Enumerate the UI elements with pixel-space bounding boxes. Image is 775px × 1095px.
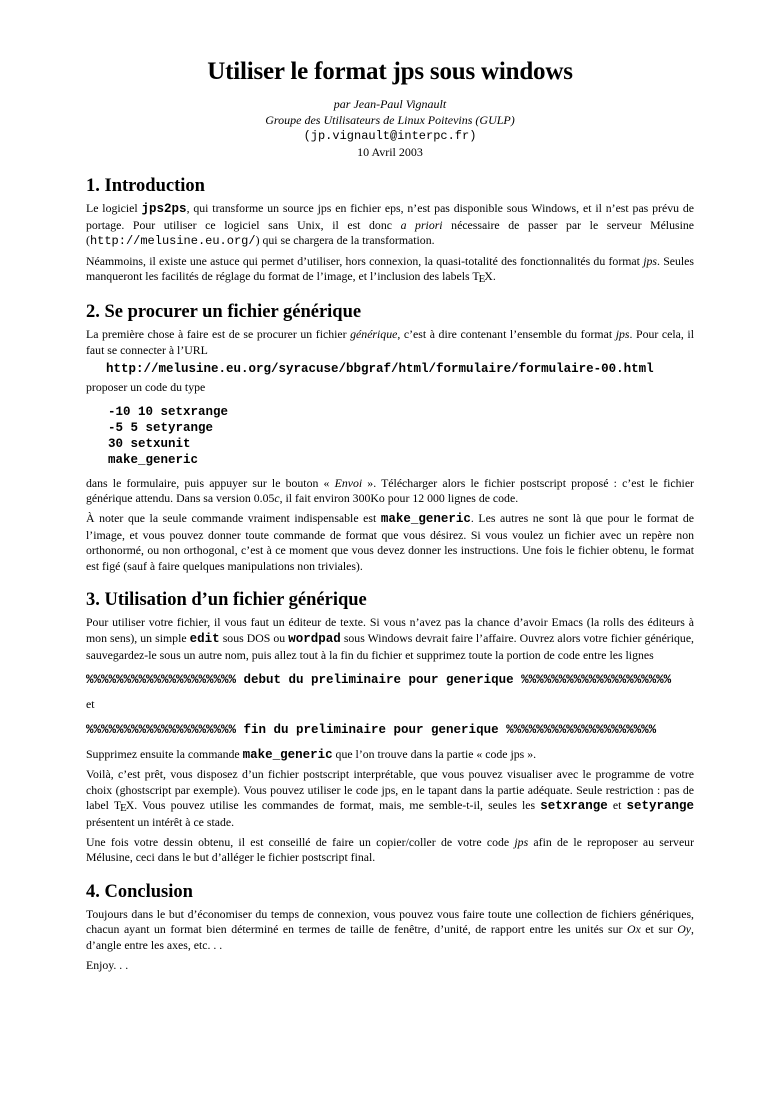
- author-affiliation: Groupe des Utilisateurs de Linux Poitevins (GULP): [265, 113, 515, 127]
- paragraph: dans le formulaire, puis appuyer sur le bouton « Envoi ». Télécharger alors le fichier postscript proposé : c’est le fichier générique attendu. Dans sa version 0.05c, il fait environ 300Ko pour 12 000 lignes de code.: [86, 475, 694, 506]
- inline-code: wordpad: [288, 631, 341, 646]
- section-heading-utilisation: 3. Utilisation d’un fichier générique: [86, 590, 367, 611]
- paragraph: Enjoy. . .: [86, 957, 129, 972]
- paragraph: Le logiciel jps2ps, qui transforme un source jps en fichier eps, n’est pas disponible sous Windows, et il n’est pas prévu de portage. Pour utiliser ce logiciel sans Unix, il est donc a priori nécessaire de passer par le serveur Mélusine (http://melusine.eu.org/) qui se chargera de la transformation.: [86, 201, 694, 249]
- page-title: Utiliser le format jps sous windows: [207, 58, 573, 85]
- inline-code: make_generic: [380, 511, 471, 526]
- paragraph: Supprimez ensuite la commande make_generic que l’on trouve dans la partie « code jps ».: [86, 746, 537, 762]
- inline-code: edit: [189, 631, 220, 646]
- paragraph: et: [86, 697, 95, 712]
- inline-code: setxrange: [540, 799, 608, 814]
- paragraph: Voilà, c’est prêt, vous disposez d’un fichier postscript interprétable, que vous pouvez visualiser avec le programme de votre choix (ghostscript par exemple). Vous pouvez utiliser le code jps, en le tapant dans la partie adéquate. Seule restriction : pas de label TEX. Vous pouvez utilise les commandes de format, mais, me semble-t-il, seules les setxrange et setyrange présentent un intérêt à ce stade.: [86, 767, 694, 830]
- paragraph: proposer un code du type: [86, 380, 206, 395]
- paragraph: À noter que la seule commande vraiment indispensable est make_generic. Les autres ne sont là que pour le format de l’image, et vous pouvez donner toute commande de format que vous désirez. Si vous voulez un fichier avec un repère non orthonormé, ou non orthogonal, c’est à ce moment que vous devez donner les instructions. Une fois le fichier obtenu, le format est figé (sauf à faire quelques manipulations non triviales).: [86, 510, 694, 573]
- formulaire-url: http://melusine.eu.org/syracuse/bbgraf/html/formulaire/formulaire-00.html: [106, 362, 654, 377]
- author-block: [86, 96, 694, 160]
- code-marker-line: %%%%%%%%%%%%%%%%%%%% fin du preliminaire pour generique %%%%%%%%%%%%%%%%%%%%: [86, 722, 657, 737]
- document-date: 10 Avril 2003: [357, 145, 423, 159]
- inline-code: setyrange: [626, 799, 694, 814]
- inline-url: http://melusine.eu.org/: [89, 234, 256, 249]
- code-line: make_generic: [108, 452, 199, 467]
- author-byline: par Jean-Paul Vignault: [333, 97, 447, 111]
- document-page: [86, 58, 694, 977]
- code-line: -10 10 setxrange: [108, 404, 229, 419]
- section-heading-fichier-generique: 2. Se procurer un fichier générique: [86, 301, 362, 322]
- paragraph: Toujours dans le but d’économiser du temps de connexion, vous pouvez vous faire toute une collection de fichiers génériques, chacun ayant un format bien déterminé en termes de taille de fenêtre, d’unité, de rapport entre les unités sur Ox et sur Oy, d’angle entre les axes, etc. . .: [86, 906, 694, 953]
- paragraph: La première chose à faire est de se procurer un fichier générique, c’est à dire contenant l’ensemble du format jps. Pour cela, il faut se connecter à l’URL: [86, 326, 694, 357]
- code-line: -5 5 setyrange: [108, 420, 214, 435]
- inline-code: make_generic: [242, 747, 333, 762]
- paragraph: Une fois votre dessin obtenu, il est conseillé de faire un copier/coller de votre code jps afin de le reproposer au serveur Mélusine, ceci dans le but d’alléger le fichier postscript final.: [86, 834, 695, 865]
- author-email: (jp.vignault@interpc.fr): [303, 129, 477, 143]
- code-line: 30 setxunit: [108, 436, 191, 451]
- code-block: [108, 404, 694, 468]
- code-marker-line: %%%%%%%%%%%%%%%%%%%% debut du preliminaire pour generique %%%%%%%%%%%%%%%%%%%%: [86, 673, 672, 688]
- tex-logo: TEX: [113, 798, 135, 815]
- paragraph: Pour utiliser votre fichier, il vous faut un éditeur de texte. Si vous n’avez pas la chance d’avoir Emacs (la rolls des éditeurs à mon sens), un simple edit sous DOS ou wordpad sous Windows devrait faire l’affaire. Ouvrez alors votre fichier générique, sauvegardez-le sous un autre nom, puis allez tout à la fin du fichier et supprimez toute la portion de code entre les lignes: [86, 615, 694, 662]
- section-heading-conclusion: 4. Conclusion: [86, 881, 193, 902]
- section-heading-introduction: 1. Introduction: [86, 176, 205, 196]
- paragraph: Néammoins, il existe une astuce qui permet d’utiliser, hors connexion, la quasi-totalité des fonctionnalités du format jps. Seules manqueront les facilités de réglage du format de l’image, et l’inclusion des labels TEX.: [86, 253, 694, 286]
- inline-code: jps2ps: [141, 202, 187, 216]
- tex-logo: TEX: [472, 269, 493, 286]
